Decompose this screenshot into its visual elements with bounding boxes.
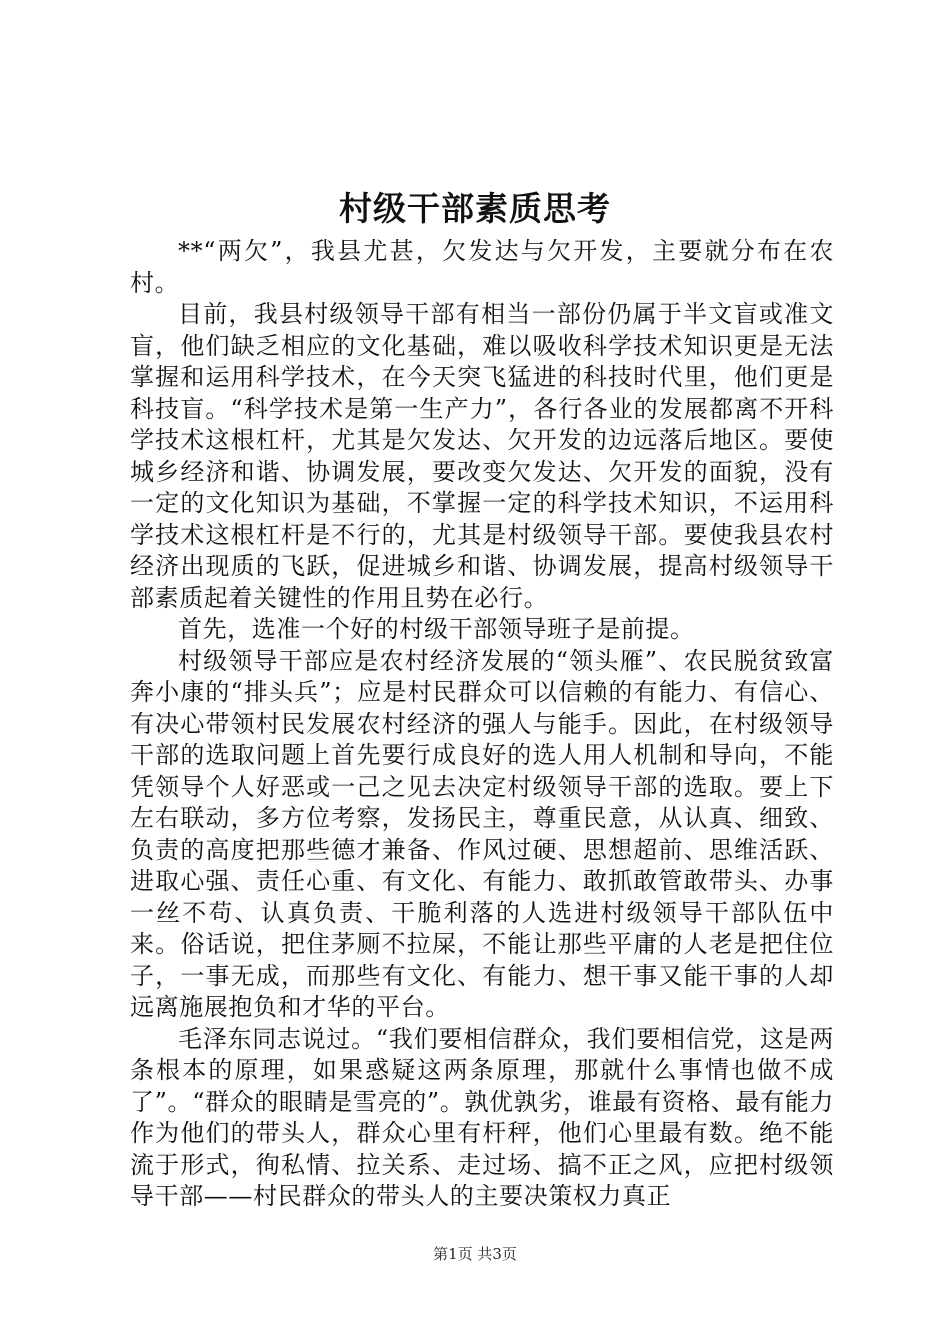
document-title: 村级干部素质思考 [339, 189, 611, 228]
page-footer: 第1页 共3页 [433, 1245, 517, 1263]
paragraph: 村级领导干部应是农村经济发展的“领头雁”、农民脱贫致富奔小康的“排头兵”；应是村民群众可以信赖的有能力、有信心、有决心带领村民发展农村经济的强人与能手。因此，在村级领导干部的选取问题上首先要行成良好的选人用人机制和导向，不能凭领导个人好恶或一己之见去决定村级领导干部的选取。要上下左右联动，多方位考察，发扬民主，尊重民意，从认真、细致、负责的高度把那些德才兼备、作风过硬、思想超前、思维活跃、进取心强、责任心重、有文化、有能力、敢抓敢管敢带头、办事一丝不苟、认真负责、干脆利落的人选进村级领导干部队伍中来。俗话说，把住茅厕不拉屎，不能让那些平庸的人老是把住位子，一事无成，而那些有文化、有能力、想干事又能干事的人却远离施展抱负和才华的平台。 [130, 646, 834, 1021]
paragraph: 目前，我县村级领导干部有相当一部份仍属于半文盲或准文盲，他们缺乏相应的文化基础，难以吸收科学技术知识更是无法掌握和运用科学技术，在今天突飞猛进的科技时代里，他们更是科技盲。“科学技术是第一生产力”，各行各业的发展都离不开科学技术这根杠杆，尤其是欠发达、欠开发的边远落后地区。要使城乡经济和谐、协调发展，要改变欠发达、欠开发的面貌，没有一定的文化知识为基础，不掌握一定的科学技术知识，不运用科学技术这根杠杆是不行的，尤其是村级领导干部。要使我县农村经济出现质的飞跃，促进城乡和谐、协调发展，提高村级领导干部素质起着关键性的作用且势在必行。 [130, 300, 834, 612]
paragraph: **“两欠”，我县尤甚，欠发达与欠开发，主要就分布在农村。 [130, 237, 834, 297]
paragraph: 首先，选准一个好的村级干部领导班子是前提。 [178, 615, 695, 643]
paragraph: 毛泽东同志说过。“我们要相信群众，我们要相信党，这是两条根本的原理，如果惑疑这两条原理，那就什么事情也做不成了”。“群众的眼睛是雪亮的”。孰优孰劣，谁最有资格、最有能力作为他们的带头人，群众心里有杆秤，他们心里最有数。绝不能流于形式，徇私情、拉关系、走过场、搞不正之风，应把村级领导干部——村民群众的带头人的主要决策权力真正 [130, 1024, 834, 1210]
document-body [130, 236, 834, 1213]
